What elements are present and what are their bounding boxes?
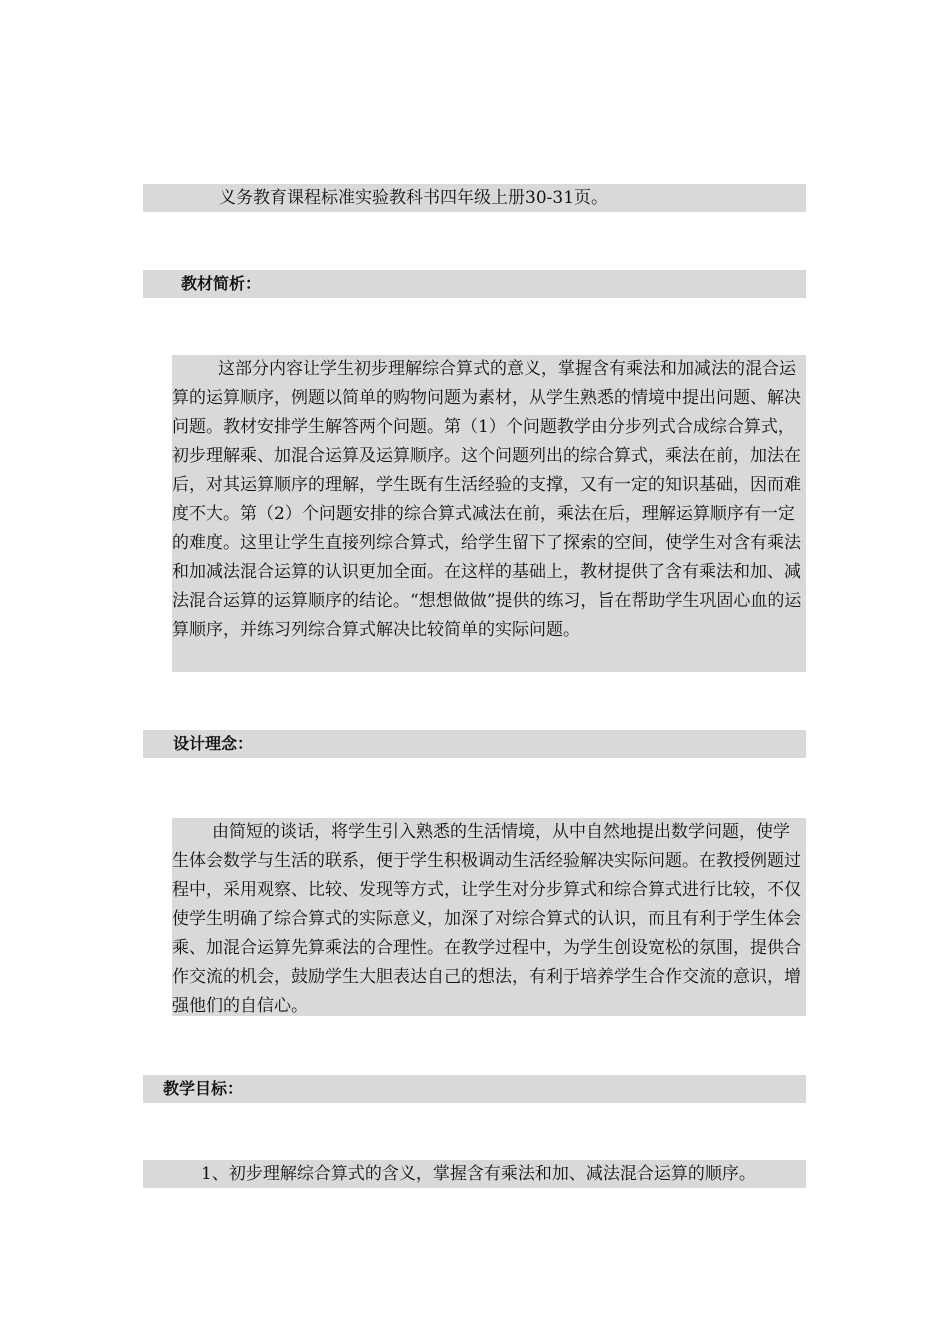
heading-text: 教学目标： bbox=[163, 1079, 244, 1098]
objective-item-text: 1、初步理解综合算式的含义，掌握含有乘法和加、减法混合运算的顺序。 bbox=[201, 1164, 756, 1184]
paragraph-text: 这部分内容让学生初步理解综合算式的意义，掌握含有乘法和加减法的混合运算的运算顺序，例题以简单的购物问题为素材，从学生熟悉的情境中提出问题、解决问题。教材安排学生解答两个问题。第（1）个问题教学由分步列式合成综合算式，初步理解乘、加混合运算及运算顺序。这个问题列出的综合算式，乘法在前，加法在后，对其运算顺序的理解，学生既有生活经验的支撑，又有一定的知识基础，因而难度不大。第（2）个问题安排的综合算式减法在前，乘法在后，理解运算顺序有一定的难度。这里让学生直接列综合算式，给学生留下了探索的空间，使学生对含有乘法和加减法混合运算的认识更加全面。在这样的基础上，教材提供了含有乘法和加、减法混合运算的运算顺序的结论。“想想做做”提供的练习，旨在帮助学生巩固心血的运算顺序，并练习列综合算式解决比较简单的实际问题。 bbox=[172, 359, 802, 640]
source-reference bbox=[143, 184, 806, 212]
paragraph-textbook-analysis bbox=[172, 355, 806, 672]
paragraph-design-concept bbox=[172, 818, 806, 1016]
section-heading-teaching-objectives bbox=[143, 1075, 806, 1103]
paragraph-text: 由简短的谈话，将学生引入熟悉的生活情境，从中自然地提出数学问题，使学生体会数学与生活的联系，便于学生积极调动生活经验解决实际问题。在教授例题过程中，采用观察、比较、发现等方式，让学生对分步算式和综合算式进行比较，不仅使学生明确了综合算式的实际意义，加深了对综合算式的认识，而且有利于学生体会乘、加混合运算先算乘法的合理性。在教学过程中，为学生创设宽松的氛围，提供合作交流的机会，鼓励学生大胆表达自己的想法，有利于培养学生合作交流的意识，增强他们的自信心。 bbox=[172, 822, 801, 1016]
heading-text: 教材简析： bbox=[181, 274, 262, 293]
section-heading-textbook-analysis bbox=[143, 270, 806, 298]
heading-text: 设计理念： bbox=[173, 734, 254, 753]
objective-item bbox=[143, 1160, 806, 1188]
source-reference-text: 义务教育课程标准实验教科书四年级上册30-31页。 bbox=[219, 188, 609, 208]
section-heading-design-concept bbox=[143, 730, 806, 758]
